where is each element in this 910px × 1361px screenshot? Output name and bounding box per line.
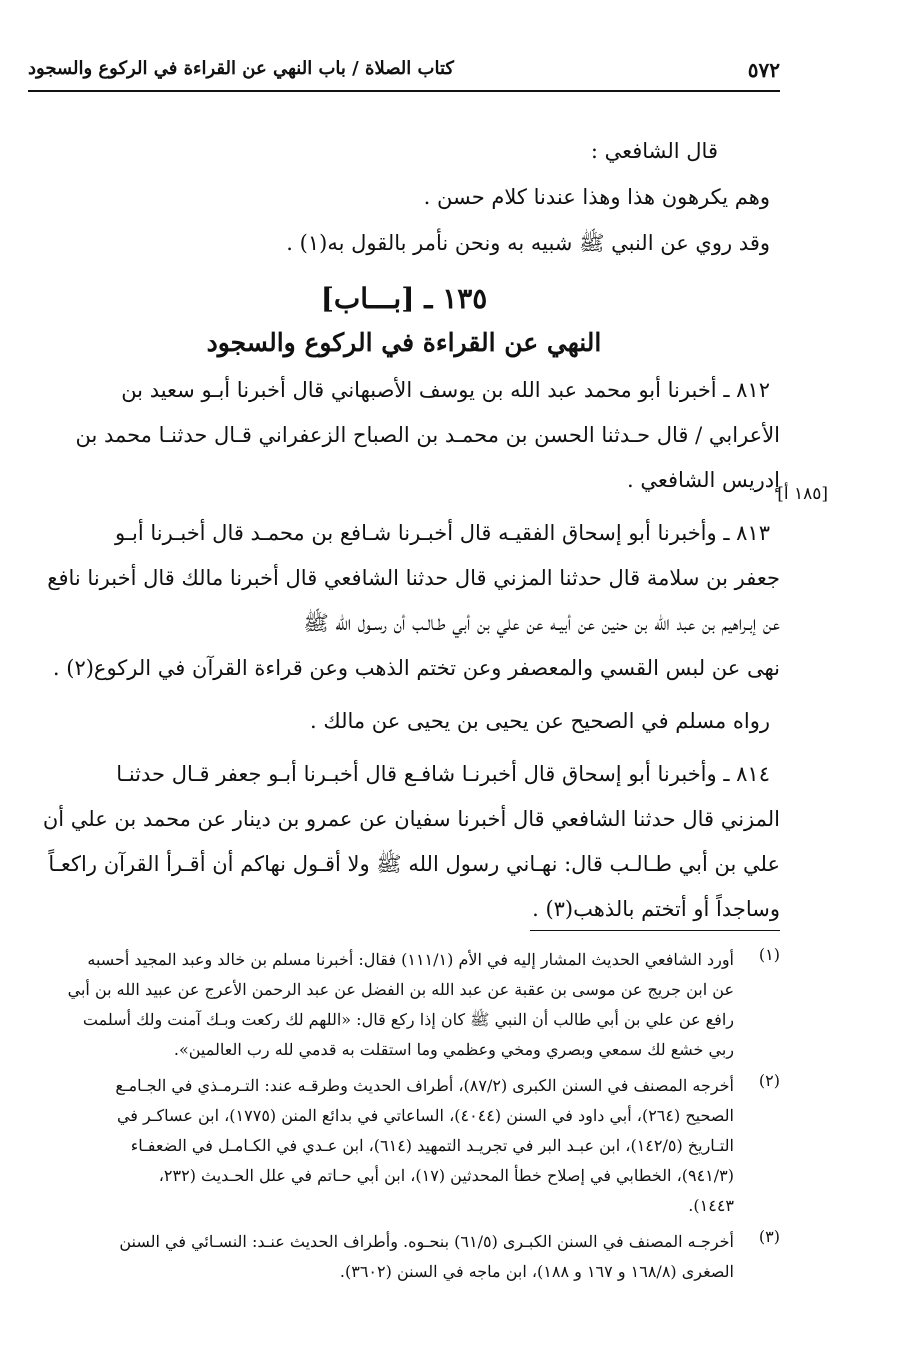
footnote-line: الصغرى (١٦٨/٨ و ١٦٧ و ١٨٨)، ابن ماجه في السنن (٣٦٠٢). — [339, 1262, 734, 1281]
footnote-1 — [28, 945, 780, 1065]
text-line: علي بن أبي طـالـب قال: نهـاني رسول الله ﷺ ولا أقـول نهاكم أن أقـرأ القرآن راكعـاً — [48, 852, 780, 876]
text-line: عن إبـراهيم بن عبد الله بن حنين عن أبيـه عن علي بن أبي طـالـب أن رسـول الله ﷺ — [303, 611, 780, 635]
footnote-line: أخرجـه المصنف في السنن الكبـرى (٦١/٥) بنحـوه. وأطراف الحديث عنـد: النسـائي في السنن — [119, 1232, 734, 1251]
text-line: جعفر بن سلامة قال حدثنا المزني قال حدثنا الشافعي قال أخبرنا مالك قال أخبرنا نافع — [47, 566, 780, 590]
main-text — [28, 128, 780, 940]
narration-note — [28, 699, 780, 744]
hadith-814 — [28, 752, 780, 932]
text-line: إدريس الشافعي . — [626, 468, 780, 492]
footnote-separator — [530, 930, 780, 931]
text-line: الأعرابي / قال حـدثنا الحسن بن محمـد بن الصباح الزعفراني قـال حدثنـا محمد بن — [75, 423, 780, 447]
footnote-line: التـاريخ (١٤٢/٥)، ابن عبـد البر في تجريـد التمهيد (٦١٤)، ابن عـدي في الكـامـل في الضعفـاء — [130, 1136, 734, 1155]
footnote-line: (٩٤١/٣)، الخطابي في إصلاح خطأ المحدثين (١٧)، ابن أبي حـاتم في علل الحـديث (٢٣٢، — [158, 1166, 734, 1185]
chapter-title: النهي عن القراءة في الركوع والسجود — [206, 328, 602, 357]
footnote-line: عن ابن جريج عن موسى بن عقبة عن عبد الله بن الفضل عن عبد الرحمن الأعرج عن عبيد الله بن أبي — [67, 980, 734, 999]
hadith-812 — [28, 368, 780, 503]
hadith-813 — [28, 511, 780, 691]
footnote-2 — [28, 1071, 780, 1221]
text-line: ٨١٢ ـ أخبرنا أبو محمد عبد الله بن يوسف الأصبهاني قال أخبرنا أبـو سعيد بن — [121, 378, 770, 402]
intro-line: وهم يكرهون هذا وهذا عندنا كلام حسن . — [423, 185, 770, 209]
intro-line: قال الشافعي : — [590, 139, 718, 163]
footnote-line: ربي خشع لك سمعي وبصري ومخي وعظمي وما استقلت به قدمي لله رب العالمين». — [173, 1040, 734, 1059]
footnote-3 — [28, 1227, 780, 1287]
footnote-number: (٢) — [758, 1071, 780, 1090]
footnote-line: أخرجه المصنف في السنن الكبرى (٨٧/٢)، أطراف الحديث وطرقـه عند: التـرمـذي في الجـامـع — [115, 1076, 734, 1095]
text-line: رواه مسلم في الصحيح عن يحيى بن يحيى عن مالك . — [310, 709, 770, 733]
footnote-line: رافع عن علي بن أبي طالب أن النبي ﷺ كان إذا ركع قال: «اللهم لك ركعت وبـك آمنت ولك أسلمت — [82, 1010, 734, 1029]
text-line: المزني قال حدثنا الشافعي قال أخبرنا سفيان عن عمرو بن دينار عن محمد بن علي أن — [42, 807, 780, 831]
footnote-line: الصحيح (٢٦٤)، أبي داود في السنن (٤٠٤٤)، الساعاتي في بدائع المنن (١٧٧٥)، ابن عساكـر في — [116, 1106, 734, 1125]
intro-line: وقد روي عن النبي ﷺ شبيه به ونحن نأمر بالقول به(١) . — [286, 231, 770, 255]
footnote-number: (٣) — [758, 1227, 780, 1246]
text-line: وساجداً أو أتختم بالذهب(٣) . — [532, 897, 780, 921]
footnote-line: أورد الشافعي الحديث المشار إليه في الأم (١١١/١) فقال: أخبرنا مسلم بن خالد وعبد المجيد أحسبه — [87, 950, 734, 969]
page-number: ٥٧٢ — [747, 58, 780, 82]
page-header — [28, 48, 780, 92]
chapter-number: ١٣٥ ـ [بـــاب] — [320, 282, 488, 315]
footnote-number: (١) — [758, 945, 780, 964]
text-line: ٨١٤ ـ وأخبرنا أبو إسحاق قال أخبرنـا شافـع قال أخبـرنا أبـو جعفر قـال حدثنـا — [116, 762, 770, 786]
footnote-line: ١٤٤٣). — [688, 1196, 734, 1215]
manuscript-folio-mark: [١٨٥ أ] — [777, 484, 828, 504]
book-page — [28, 0, 828, 1361]
running-title: كتاب الصلاة / باب النهي عن القراءة في الركوع والسجود — [28, 58, 454, 79]
text-line: ٨١٣ ـ وأخبرنا أبو إسحاق الفقيـه قال أخبـرنا شـافع بن محمـد قال أخبـرنا أبـو — [115, 521, 770, 545]
footnotes — [28, 945, 780, 1293]
text-line: نهى عن لبس القسي والمعصفر وعن تختم الذهب وعن قراءة القرآن في الركوع(٢) . — [52, 656, 780, 680]
